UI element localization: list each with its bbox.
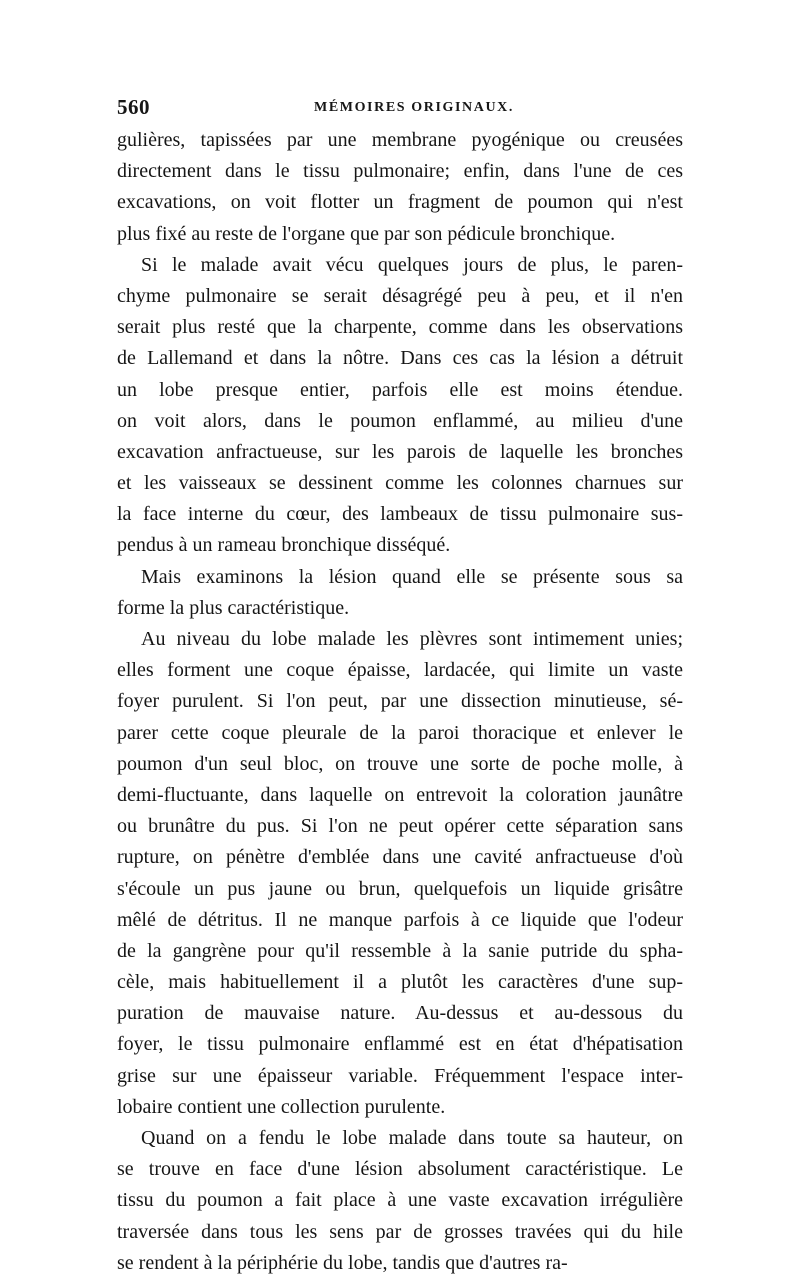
paragraph — [117, 624, 683, 1123]
text-line: de Lallemand et dans la nôtre. Dans ces cas la lésion a détruit — [117, 347, 683, 370]
text-line: parer cette coque pleurale de la paroi thoracique et enlever le — [117, 721, 683, 744]
text-line: Mais examinons la lésion quand elle se présente sous sa — [141, 565, 683, 588]
text-line: puration de mauvaise nature. Au-dessus et au-dessous du — [117, 1002, 683, 1025]
running-title: MÉMOIRES ORIGINAUX. — [314, 100, 514, 115]
page-number: 560 — [117, 95, 150, 119]
text-line: foyer purulent. Si l'on peut, par une dissection minutieuse, sé- — [117, 690, 683, 713]
paragraph — [117, 562, 683, 624]
text-line: excavations, on voit flotter un fragment de poumon qui n'est — [117, 191, 683, 214]
text-line: Au niveau du lobe malade les plèvres sont intimement unies; — [141, 628, 683, 650]
text-line: serait plus resté que la charpente, comme dans les observations — [117, 316, 683, 339]
text-line: la face interne du cœur, des lambeaux de tissu pulmonaire sus- — [117, 503, 683, 526]
text-line: lobaire contient une collection purulente. — [117, 1095, 446, 1118]
text-line: rupture, on pénètre d'emblée dans une cavité anfractueuse d'où — [117, 846, 683, 869]
paragraph — [117, 250, 683, 562]
text-line: grise sur une épaisseur variable. Fréquemment l'espace inter- — [117, 1064, 683, 1087]
text-line: s'écoule un pus jaune ou brun, quelquefois un liquide grisâtre — [117, 877, 683, 900]
text-line: se trouve en face d'une lésion absolument caractéristique. Le — [117, 1158, 683, 1181]
text-line: on voit alors, dans le poumon enflammé, au milieu d'une — [117, 409, 683, 432]
paragraph — [117, 125, 683, 250]
text-line: directement dans le tissu pulmonaire; enfin, dans l'une de ces — [117, 160, 683, 183]
text-line: et les vaisseaux se dessinent comme les colonnes charnues sur — [117, 472, 683, 495]
text-line: cèle, mais habituellement il a plutôt les caractères d'une sup- — [117, 971, 683, 994]
text-line: pendus à un rameau bronchique disséqué. — [117, 534, 451, 557]
text-line: elles forment une coque épaisse, lardacée, qui limite un vaste — [117, 659, 683, 682]
text-line: demi-fluctuante, dans laquelle on entrevoit la coloration jaunâtre — [117, 783, 683, 806]
running-head — [117, 95, 683, 123]
text-line: se rendent à la périphérie du lobe, tandis que d'autres ra- — [117, 1251, 568, 1274]
text-line: tissu du poumon a fait place à une vaste excavation irrégulière — [117, 1189, 683, 1212]
text-line: plus fixé au reste de l'organe que par son pédicule bronchique. — [117, 222, 616, 245]
text-line: gulières, tapissées par une membrane pyogénique ou creusées — [117, 129, 683, 151]
text-line: forme la plus caractéristique. — [117, 596, 350, 619]
text-line: un lobe presque entier, parfois elle est moins étendue. — [117, 378, 683, 401]
body-text — [117, 125, 683, 1279]
text-line: foyer, le tissu pulmonaire enflammé est en état d'hépatisation — [117, 1033, 683, 1056]
text-line: Si le malade avait vécu quelques jours de plus, le paren- — [141, 253, 683, 276]
text-line: Quand on a fendu le lobe malade dans toute sa hauteur, on — [141, 1127, 683, 1149]
text-line: de la gangrène pour qu'il ressemble à la sanie putride du spha- — [117, 939, 683, 962]
text-line: ou brunâtre du pus. Si l'on ne peut opérer cette séparation sans — [117, 815, 683, 838]
text-line: traversée dans tous les sens par de grosses travées qui du hile — [117, 1220, 683, 1243]
text-line: excavation anfractueuse, sur les parois de laquelle les bronches — [117, 440, 683, 463]
text-line: chyme pulmonaire se serait désagrégé peu à peu, et il n'en — [117, 284, 683, 307]
text-line: poumon d'un seul bloc, on trouve une sorte de poche molle, à — [117, 752, 683, 775]
paragraph — [117, 1123, 683, 1279]
text-line: mêlé de détritus. Il ne manque parfois à ce liquide que l'odeur — [117, 908, 683, 931]
